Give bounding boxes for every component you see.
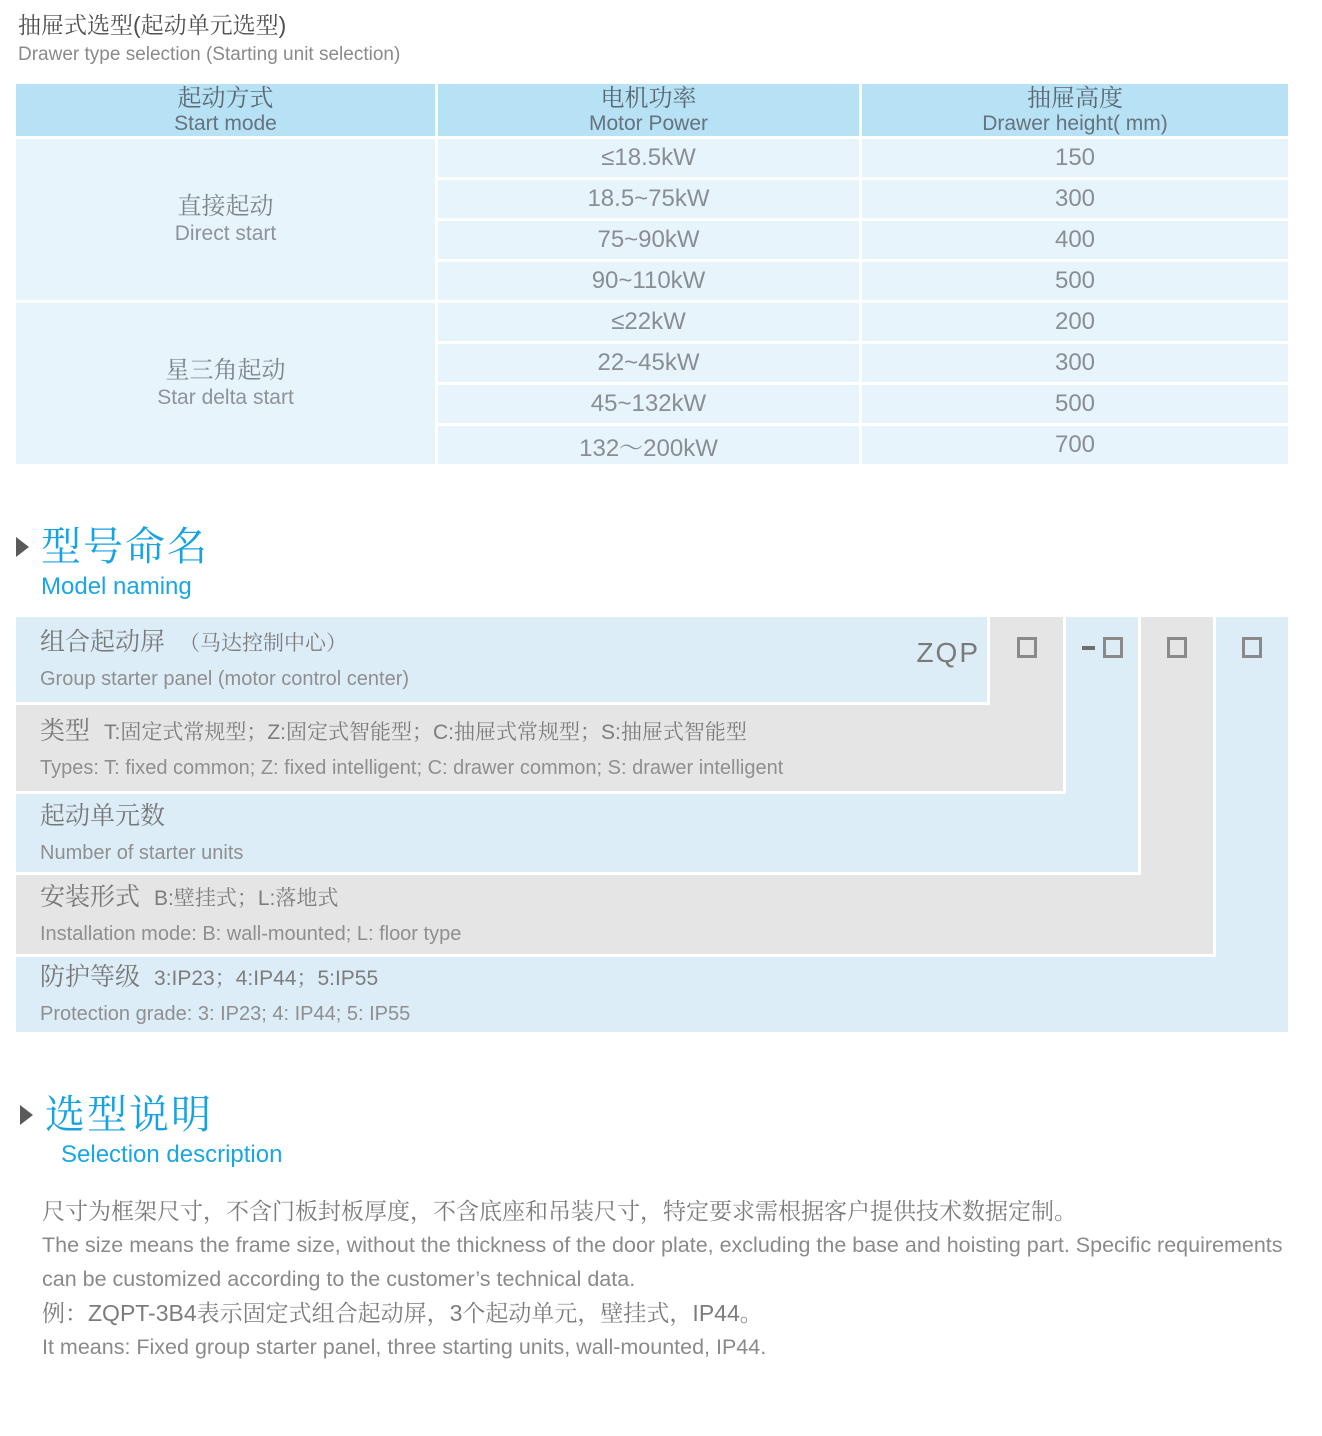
section-heading-text	[45, 1092, 282, 1170]
power-cell: 132～200kW	[438, 426, 859, 464]
section-arrow-icon	[20, 1105, 33, 1125]
height-cell: 300	[862, 344, 1288, 382]
diagram-row-label-zh: 防护等级	[40, 963, 141, 991]
diagram-row-zh	[40, 882, 1213, 916]
col-header-zh: 电机功率	[600, 84, 697, 112]
section-title-zh: 型号命名	[41, 525, 209, 569]
section-title-en: Selection description	[61, 1141, 283, 1168]
diagram-row-zh	[40, 716, 1063, 750]
height-cell: 400	[862, 221, 1288, 259]
diagram-row-zh	[40, 627, 987, 661]
mode-label-en: Star delta start	[157, 386, 294, 409]
section-heading-text	[41, 524, 209, 602]
page-title-zh: 抽屉式选型(起动单元选型)	[18, 12, 287, 38]
code-slot-box-3	[1167, 637, 1187, 658]
code-slot-column-2	[1066, 617, 1138, 794]
col-header-drawer-height	[862, 84, 1288, 136]
mode-label-zh: 星三角起动	[165, 357, 286, 384]
section-title-en: Model naming	[41, 573, 192, 600]
diagram-row-en: Installation mode: B: wall-mounted; L: floor type	[40, 923, 462, 945]
height-cell: 500	[862, 262, 1288, 300]
code-slot-column-3	[1141, 617, 1213, 875]
description-paragraph-zh: 例：ZQPT-3B4表示固定式组合起动屏，3个起动单元，壁挂式，IP44。	[42, 1300, 763, 1326]
selection-description-paragraphs	[42, 1194, 1292, 1364]
diagram-row-group-starter-panel	[16, 617, 987, 702]
section-heading-selection-description	[20, 1092, 282, 1170]
diagram-row-en: Group starter panel (motor control center)	[40, 668, 410, 690]
diagram-row-desc-zh: B:壁挂式；L:落地式	[154, 887, 339, 910]
power-cell: 18.5~75kW	[438, 180, 859, 218]
diagram-row-label-zh: 起动单元数	[40, 801, 166, 830]
mode-label-en: Direct start	[174, 222, 277, 245]
model-code-prefix: ZQP	[916, 637, 980, 668]
model-naming-diagram	[16, 617, 1288, 1033]
height-cell: 300	[862, 180, 1288, 218]
col-header-motor-power	[438, 84, 859, 136]
diagram-row-starter-units	[16, 794, 1138, 872]
description-paragraph-en: It means: Fixed group starter panel, three starting units, wall-mounted, IP44.	[42, 1335, 767, 1359]
diagram-row-zh	[40, 962, 1288, 996]
height-cell: 500	[862, 385, 1288, 423]
power-cell: 45~132kW	[438, 385, 859, 423]
code-slot-box-4	[1242, 637, 1262, 658]
description-paragraph-en: The size means the frame size, without the thickness of the door plate, excluding the base and hoisting part. Specific requirements can be customized according to the customer’s technical data.	[42, 1233, 1283, 1291]
mode-cell-direct-start	[16, 139, 435, 300]
section-title-zh: 选型说明	[45, 1093, 213, 1137]
code-slot-column-1	[990, 617, 1063, 705]
code-slot-box-1	[1017, 637, 1037, 658]
height-cell: 700	[862, 426, 1288, 464]
power-cell: ≤18.5kW	[438, 139, 859, 177]
power-cell: 22~45kW	[438, 344, 859, 382]
page-header	[18, 10, 400, 68]
col-header-start-mode	[16, 84, 435, 136]
section-heading-model-naming	[16, 524, 209, 602]
diagram-row-en: Number of starter units	[40, 841, 244, 864]
diagram-row-types	[16, 705, 1063, 791]
col-header-en: Drawer height( mm)	[982, 111, 1168, 135]
mode-cell-star-delta-start	[16, 303, 435, 464]
col-header-en: Start mode	[174, 111, 277, 135]
diagram-row-desc-zh: （马达控制中心）	[179, 632, 348, 655]
description-paragraph-zh: 尺寸为框架尺寸，不含门板封板厚度，不含底座和吊装尺寸，特定要求需根据客户提供技术数据定制。	[42, 1198, 1077, 1224]
diagram-row-zh	[40, 801, 1138, 835]
diagram-row-en: Types: T: fixed common; Z: fixed intelligent; C: drawer common; S: drawer intelligent	[40, 756, 784, 779]
code-slot-box-2	[1103, 637, 1123, 658]
diagram-row-protection-grade	[16, 957, 1288, 1032]
diagram-row-label-zh: 安装形式	[40, 883, 141, 911]
page-title-en: Drawer type selection (Starting unit selection)	[18, 44, 401, 65]
diagram-row-label-zh: 组合起动屏	[40, 628, 166, 656]
power-cell: ≤22kW	[438, 303, 859, 341]
diagram-row-installation-mode	[16, 875, 1213, 954]
diagram-row-desc-zh: 3:IP23；4:IP44；5:IP55	[154, 967, 379, 990]
col-header-zh: 起动方式	[177, 84, 274, 112]
section-arrow-icon	[16, 537, 29, 557]
dash-separator-icon	[1082, 646, 1095, 650]
height-cell: 150	[862, 139, 1288, 177]
drawer-selection-table	[16, 84, 1288, 464]
diagram-row-label-zh: 类型	[40, 716, 91, 745]
power-cell: 75~90kW	[438, 221, 859, 259]
col-header-zh: 抽屉高度	[1027, 84, 1123, 112]
code-slot-column-4	[1216, 617, 1288, 957]
col-header-en: Motor Power	[588, 111, 709, 135]
diagram-row-desc-zh: T:固定式常规型；Z:固定式智能型；C:抽屉式常规型；S:抽屉式智能型	[104, 720, 747, 744]
height-cell: 200	[862, 303, 1288, 341]
diagram-row-en: Protection grade: 3: IP23; 4: IP44; 5: IP55	[40, 1003, 411, 1025]
power-cell: 90~110kW	[438, 262, 859, 300]
mode-label-zh: 直接起动	[177, 193, 274, 220]
